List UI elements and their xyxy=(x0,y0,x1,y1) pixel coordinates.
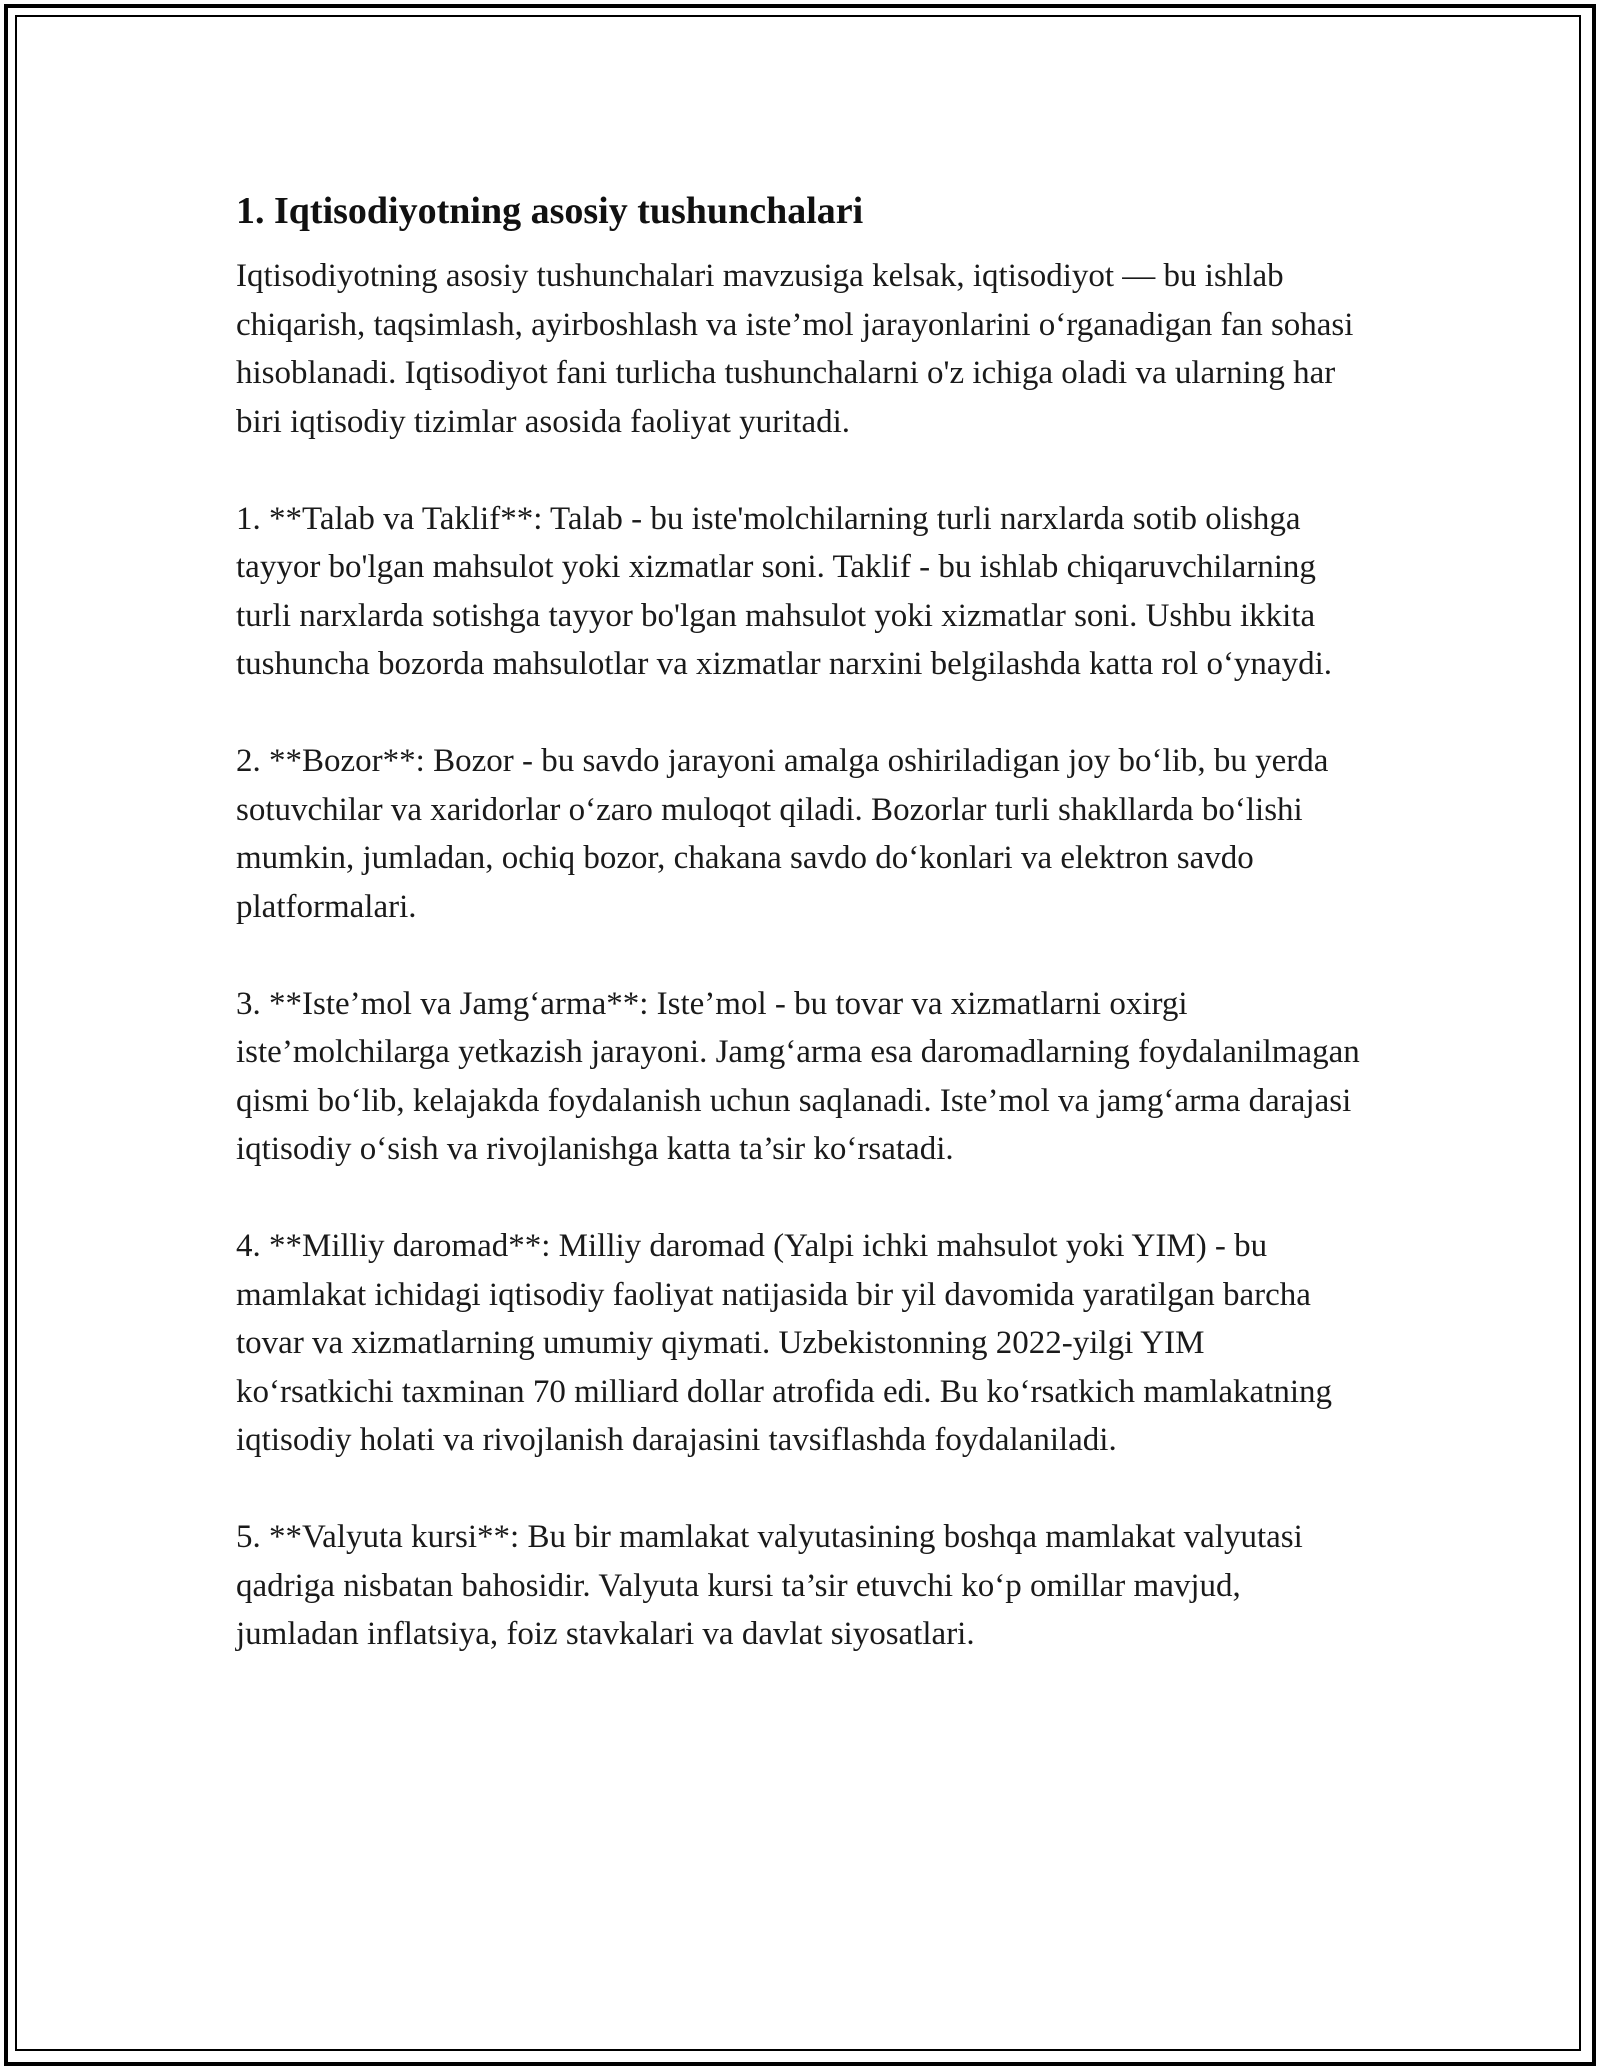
paragraph-valyuta-kursi: 5. **Valyuta kursi**: Bu bir mamlakat valyutasining boshqa mamlakat valyutasi qadriga nisbatan bahosidir. Valyuta kursi ta’sir etuvchi ko‘p omillar mavjud, jumladan inflatsiya, foiz stavkalari va davlat siyosatlari. xyxy=(236,1519,1303,1652)
paragraph-milliy-daromad: 4. **Milliy daromad**: Milliy daromad (Yalpi ichki mahsulot yoki YIM) - bu mamlakat ichidagi iqtisodiy faoliyat natijasida bir yil davomida yaratilgan barcha tovar va xizmatlarning umumiy qiymati. Uzbekistonning 2022-yilgi YIM ko‘rsatkichi taxminan 70 milliard dollar atrofida edi. Bu ko‘rsatkich mamlakatning iqtisodiy holati va rivojlanish darajasini tavsiflashda foydalaniladi. xyxy=(236,1228,1333,1458)
paragraph-bozor: 2. **Bozor**: Bozor - bu savdo jarayoni amalga oshiriladigan joy bo‘lib, bu yerda sotuvchilar va xaridorlar o‘zaro muloqot qiladi. Bozorlar turli shakllarda bo‘lishi mumkin, jumladan, ochiq bozor, chakana savdo do‘konlari va elektron savdo platformalari. xyxy=(236,743,1329,925)
document-title: 1. Iqtisodiyotning asosiy tushunchalari xyxy=(236,190,864,232)
intro-paragraph: Iqtisodiyotning asosiy tushunchalari mavzusiga kelsak, iqtisodiyot — bu ishlab chiqarish, taqsimlash, ayirboshlash va iste’mol jarayonlarini o‘rganadigan fan sohasi hisoblanadi. Iqtisodiyot fani turlicha tushunchalarni o'z ichiga oladi va ularning har biri iqtisodiy tizimlar asosida faoliyat yuritadi. xyxy=(236,258,1354,440)
document-body xyxy=(236,186,1366,1707)
paragraph-talab-va-taklif: 1. **Talab va Taklif**: Talab - bu iste'molchilarning turli narxlarda sotib olishga tayyor bo'lgan mahsulot yoki xizmatlar soni. Taklif - bu ishlab chiqaruvchilarning turli narxlarda sotishga tayyor bo'lgan mahsulot yoki xizmatlar soni. Ushbu ikkita tushuncha bozorda mahsulotlar va xizmatlar narxini belgilashda katta rol o‘ynaydi. xyxy=(236,500,1332,682)
paragraph-istemol-va-jamgarma: 3. **Iste’mol va Jamg‘arma**: Iste’mol - bu tovar va xizmatlarni oxirgi iste’molchilarga yetkazish jarayoni. Jamg‘arma esa daromadlarning foydalanilmagan qismi bo‘lib, kelajakda foydalanish uchun saqlanadi. Iste’mol va jamg‘arma darajasi iqtisodiy o‘sish va rivojlanishga katta ta’sir ko‘rsatadi. xyxy=(236,985,1360,1167)
